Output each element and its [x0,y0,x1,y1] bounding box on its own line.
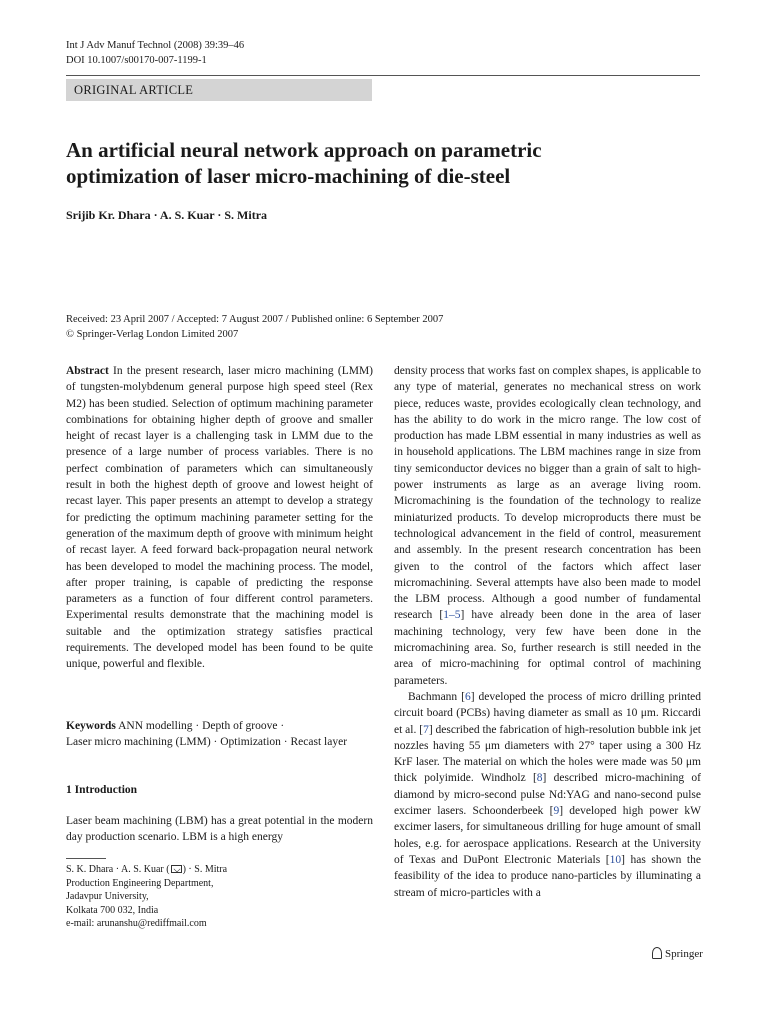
citation-link-6[interactable]: 6 [464,690,471,703]
author-email: e-mail: arunanshu@rediffmail.com [66,918,207,929]
abstract [66,363,373,673]
publisher-logo: Springer [652,947,703,960]
article-type-badge: ORIGINAL ARTICLE [66,79,372,101]
copyright-line: © Springer-Verlag London Limited 2007 [66,329,239,340]
page-title: An artificial neural network approach on parametric optimization of laser micro-machining of die-steel [66,138,542,188]
journal-citation: Int J Adv Manuf Technol (2008) 39:39–46 [66,40,245,51]
doi: DOI 10.1007/s00170-007-1199-1 [66,55,207,66]
citation-link-9[interactable]: 9 [553,805,560,818]
paragraph-2: Bachmann [6] developed the process of micro drilling printed circuit board (PCBs) having diameter as small as 10 μm. Riccardi et al. [7] described the fabrication of high-resolution bubble ink jet nozzles having 55 μm diameters with 27° taper using a 300 Hz KrF laser. The material on which the holes were made was 50 μm thick polyimide. Windholz [8] described micro-machining of diamond by micro-second pulse Nd:YAG and nano-second pulse excimer lasers. Schoonderbeek [9] developed high power kW excimer lasers, for simultaneous drilling for huge amount of small holes, e.g. for aerospace applications. Research at the University of Texas and DuPont Electronic Materials [10] has shown the feasibility of the idea to produce nano-particles by illuminating a stream of micro-particles with a [394,690,701,899]
envelope-icon [171,865,182,873]
keywords-label: Keywords [66,720,116,732]
footnote-rule [66,858,106,859]
citation-link-10[interactable]: 10 [609,853,622,866]
right-column-text [394,363,701,901]
springer-horse-icon [652,947,662,959]
abstract-text: In the present research, laser micro machining (LMM) of tungsten-molybdenum general purpose high speed steel (Rex M2) has been studied. Selection of optimum machining parameter combinations for obtaining higher depth of groove and smaller height of recast layer is a challenging task in LMM due to the presence of a large number of process variables. There is no perfect combination of parameters which can simultaneously result in both the highest depth of groove and lowest height of recast layer. This paper presents an attempt to develop a strategy for predicting the optimum machining parameter setting for the generation of the maximum depth of groove with minimum height of recast layer. A feed forward back-propagation neural network has been developed to model the machining process. The model, after proper training, is capable of predicting the response parameters as a function of four different control parameters. Experimental results demonstrate that the machining model is suitable and the optimization strategy satisfies practical requirements. The developed model has been found to be quite unique, powerful and flexible. [66,365,373,671]
paragraph-1: density process that works fast on complex shapes, is applicable to any type of material, generates no mechanical stress on work piece, reduces waste, provides ecologically clean technology, and has the ability to do work in the micro range. The low cost of production has made LBM essential in many industries as well as in household applications. The LBM machines range in size from tiny semiconductor devices no bigger than a grain of salt to high-power instruments as large as an average living room. Micromachining is the foundation of the technology to realize miniaturized products. To develop microproducts there must be technological advancement in the field of control, measurement and assembly. In the present research concentration has been given to the control of the factors which affect laser micromachining. Several attempts have also been made to model the LBM process. Although a good number of fundamental research [1–5] have already been done in the area of laser machining technology, very few have been done in the micromachining area. So, further research is still needed in the area of micro-machining for optimal control of machining parameters. [394,365,701,687]
affiliation-footnote: S. K. Dhara · A. S. Kuar ( ) · S. Mitra Production Engineering Department, Jadavpur University, Kolkata 700 032, India e-mail: arunanshu@rediffmail.com [66,863,366,931]
header-rule [66,75,700,76]
citation-link-7[interactable]: 7 [423,723,429,736]
author-list: Srijib Kr. Dhara · A. S. Kuar · S. Mitra [66,208,268,222]
intro-paragraph: Laser beam machining (LBM) has a great potential in the modern day production scenario. LBM is a high energy [66,815,373,844]
citation-link-8[interactable]: 8 [536,772,543,785]
abstract-label: Abstract [66,365,109,377]
dates-line: Received: 23 April 2007 / Accepted: 7 August 2007 / Published online: 6 September 2007 [66,314,444,325]
citation-link-1-5[interactable]: 1–5 [443,609,461,622]
keywords: Keywords ANN modelling · Depth of groove · Laser micro machining (LMM) · Optimization · Recast layer [66,720,348,749]
section-heading-introduction: 1 Introduction [66,784,138,796]
